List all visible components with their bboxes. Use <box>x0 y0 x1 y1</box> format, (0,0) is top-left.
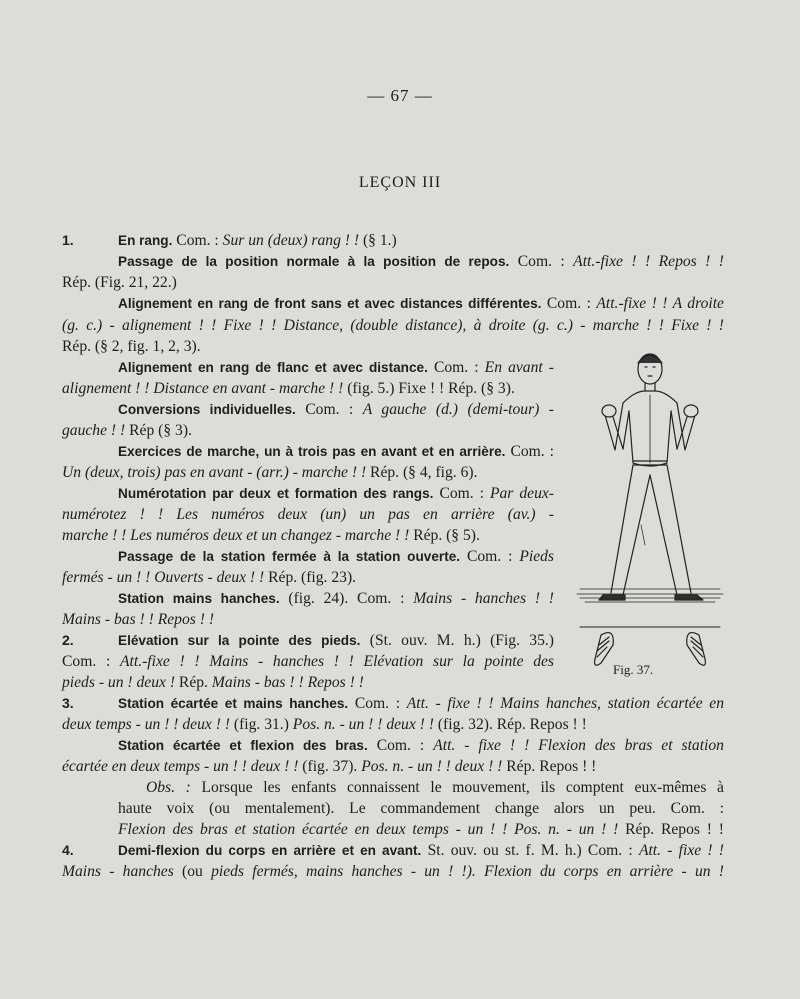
reference-text: (fig. 32). Rép. Repos ! ! <box>433 716 587 733</box>
paragraph-1 <box>62 230 397 252</box>
paragraph-text: (fig. 5.) Fixe ! ! Rép. (§ 3). <box>343 380 515 397</box>
command-text: Un (deux, trois) pas en avant - (arr.) - marche ! ! <box>62 464 367 481</box>
paragraph-text: Com. : <box>295 401 363 418</box>
command-text: Pos. n. - un ! ! deux ! ! <box>292 716 434 733</box>
paragraph-text: (ou <box>173 863 212 880</box>
paragraph-text: Rép. (§ 2, fig. 1, 2, 3). <box>62 338 201 355</box>
command-text: Flexion des bras et station écartée en deux temps - un ! ! Pos. n. - un ! ! <box>118 821 619 838</box>
paragraph-text: Rép. Repos ! ! <box>618 821 724 838</box>
reference-text: (§ 1.) <box>359 232 397 249</box>
command-text: Mains - hanches <box>62 863 174 880</box>
observation-label: Obs. : <box>146 779 191 796</box>
paragraph-text: Rép. (§ 4, fig. 6). <box>366 464 478 481</box>
paragraph-text: Lorsque les enfants connaissent le mouvement, ils comptent eux-mêmes à <box>190 779 724 796</box>
paragraph-9 <box>62 588 554 610</box>
command-text: Att.-fixe ! ! Repos ! ! <box>573 253 724 270</box>
paragraph-text: Rép. (§ 5). <box>409 527 480 544</box>
command-text: Pos. n. - un ! ! deux ! ! <box>361 758 503 775</box>
paragraph-14 <box>62 840 724 862</box>
command-text: fermés - un ! ! Ouverts - deux ! ! <box>62 569 265 586</box>
paragraph-text: (fig. 31.) <box>230 716 293 733</box>
section-number: 3. <box>62 695 74 711</box>
command-text: écartée en deux temps - un ! ! deux ! ! <box>62 758 299 775</box>
paragraph-2 <box>62 251 724 273</box>
paragraph-9-line-2 <box>62 609 554 631</box>
paragraph-text: Com. : <box>541 295 597 312</box>
command-text: pieds fermés, mains hanches - un ! !). Flexion du corps en arrière - un ! <box>211 863 724 880</box>
paragraph-text: (fig. 37). <box>298 758 362 775</box>
paragraph-heading: En rang. <box>118 233 173 248</box>
paragraph-6 <box>62 441 554 463</box>
command-text: Mains - hanches ! ! <box>413 590 554 607</box>
figure-caption: Fig. 37. <box>613 662 654 677</box>
command-text: Att.-fixe ! ! Mains - hanches ! ! Elévation sur la pointe des <box>120 653 555 670</box>
paragraph-6-line-2 <box>62 462 554 484</box>
command-text: Par deux- <box>489 485 554 502</box>
paragraph-8 <box>62 546 554 568</box>
paragraph-text: Com. : <box>62 653 120 670</box>
paragraph-heading: Numérotation par deux et formation des rangs. <box>118 486 434 501</box>
paragraph-heading: Station écartée et flexion des bras. <box>118 738 368 753</box>
paragraph-text: Rép. (fig. 23). <box>264 569 357 586</box>
lesson-title: LEÇON III <box>358 174 442 191</box>
paragraph-text: Com. : <box>176 232 223 249</box>
command-text: (g. c.) - alignement ! ! Fixe ! ! Distance, (double distance), à droite (g. c.) - marche ! ! Fixe ! ! <box>62 317 724 334</box>
command-text: Pieds <box>519 548 554 565</box>
paragraph-12-line-2 <box>62 756 724 778</box>
paragraph-text: Com. : <box>367 737 434 754</box>
paragraph-8-line-2 <box>62 567 554 589</box>
paragraph-5 <box>62 399 554 421</box>
observation <box>62 777 724 799</box>
paragraph-heading: Station mains hanches. <box>118 591 280 606</box>
command-text: marche ! ! Les numéros deux et un changez - marche ! ! <box>62 527 410 544</box>
page-number: — 67 — <box>367 86 433 105</box>
paragraph-heading: Alignement en rang de flanc et avec distance. <box>118 360 428 375</box>
paragraph-heading: Alignement en rang de front sans et avec distances différentes. <box>118 296 542 311</box>
command-text: numérotez ! ! Les numéros deux (un) un pas en arrière (av.) - <box>62 506 554 523</box>
command-text: Mains - bas ! ! Repos ! ! <box>62 611 215 628</box>
figure-37-illustration <box>575 345 725 675</box>
paragraph-heading: Elévation sur la pointe des pieds. <box>118 633 361 648</box>
command-text: Att. - fixe ! ! Flexion des bras et station <box>433 737 724 754</box>
paragraph-heading: Conversions individuelles. <box>118 402 296 417</box>
command-text: Att. - fixe ! ! Mains hanches, station écartée en <box>406 695 724 712</box>
command-text: gauche ! ! <box>62 422 126 439</box>
paragraph-3 <box>62 293 724 315</box>
command-text: alignement ! ! Distance en avant - marche ! ! <box>62 380 344 397</box>
paragraph-heading: Exercices de marche, un à trois pas en avant et en arrière. <box>118 444 506 459</box>
command-text: pieds - un ! deux ! <box>62 674 176 691</box>
paragraph-text: Com. : <box>348 695 407 712</box>
command-text: Mains - bas ! ! Repos ! ! <box>211 674 364 691</box>
observation-line-3 <box>118 819 724 841</box>
paragraph-7 <box>62 483 554 505</box>
paragraph-text: Com. : <box>433 485 490 502</box>
paragraph-5-line-2 <box>62 420 554 442</box>
paragraph-11 <box>62 693 724 715</box>
paragraph-10-line-2 <box>62 651 554 673</box>
paragraph-text: St. ouv. ou st. f. M. h.) Com. : <box>421 842 639 859</box>
command-text: Att.-fixe ! ! A droite <box>596 295 724 312</box>
paragraph-12 <box>62 735 724 757</box>
paragraph-text: Com. : <box>505 443 554 460</box>
paragraph-10 <box>62 630 554 652</box>
command-text: A gauche (d.) (demi-tour) - <box>362 401 554 418</box>
paragraph-text: Rép (§ 3). <box>125 422 192 439</box>
paragraph-7-line-3 <box>62 525 554 547</box>
reference-text: Rép. Repos ! ! <box>502 758 597 775</box>
paragraph-text: Rép. (Fig. 21, 22.) <box>62 274 177 291</box>
paragraph-4 <box>62 357 554 379</box>
paragraph-text: (St. ouv. M. h.) (Fig. 35.) <box>360 632 554 649</box>
command-text: En avant - <box>484 359 554 376</box>
paragraph-text: Com. : <box>427 359 485 376</box>
command-text: Att. - fixe ! ! <box>638 842 724 859</box>
command-text: deux temps - un ! ! deux ! ! <box>62 716 230 733</box>
paragraph-heading: Demi-flexion du corps en arrière et en avant. <box>118 843 422 858</box>
section-number: 4. <box>62 842 74 858</box>
section-number: 2. <box>62 632 74 648</box>
paragraph-text: haute voix (ou mentalement). Le commandement change alors un peu. Com. : <box>118 800 724 817</box>
paragraph-7-line-2 <box>62 504 554 526</box>
paragraph-heading: Station écartée et mains hanches. <box>118 696 349 711</box>
paragraph-11-line-2 <box>62 714 724 736</box>
command-text: Sur un (deux) rang ! ! <box>222 232 360 249</box>
paragraph-10-line-3 <box>62 672 554 694</box>
section-number: 1. <box>62 232 74 248</box>
observation-line-2 <box>118 798 724 820</box>
paragraph-2-line-2 <box>62 272 724 294</box>
paragraph-14-line-2 <box>62 861 724 883</box>
paragraph-text: Com. : <box>509 253 574 270</box>
paragraph-text: (fig. 24). Com. : <box>279 590 414 607</box>
paragraph-4-line-2 <box>62 378 554 400</box>
paragraph-3-line-2 <box>62 315 724 337</box>
paragraph-text: Com. : <box>460 548 520 565</box>
paragraph-heading: Passage de la position normale à la position de repos. <box>118 254 510 269</box>
paragraph-heading: Passage de la station fermée à la station ouverte. <box>118 549 461 564</box>
paragraph-text: Rép. <box>175 674 212 691</box>
